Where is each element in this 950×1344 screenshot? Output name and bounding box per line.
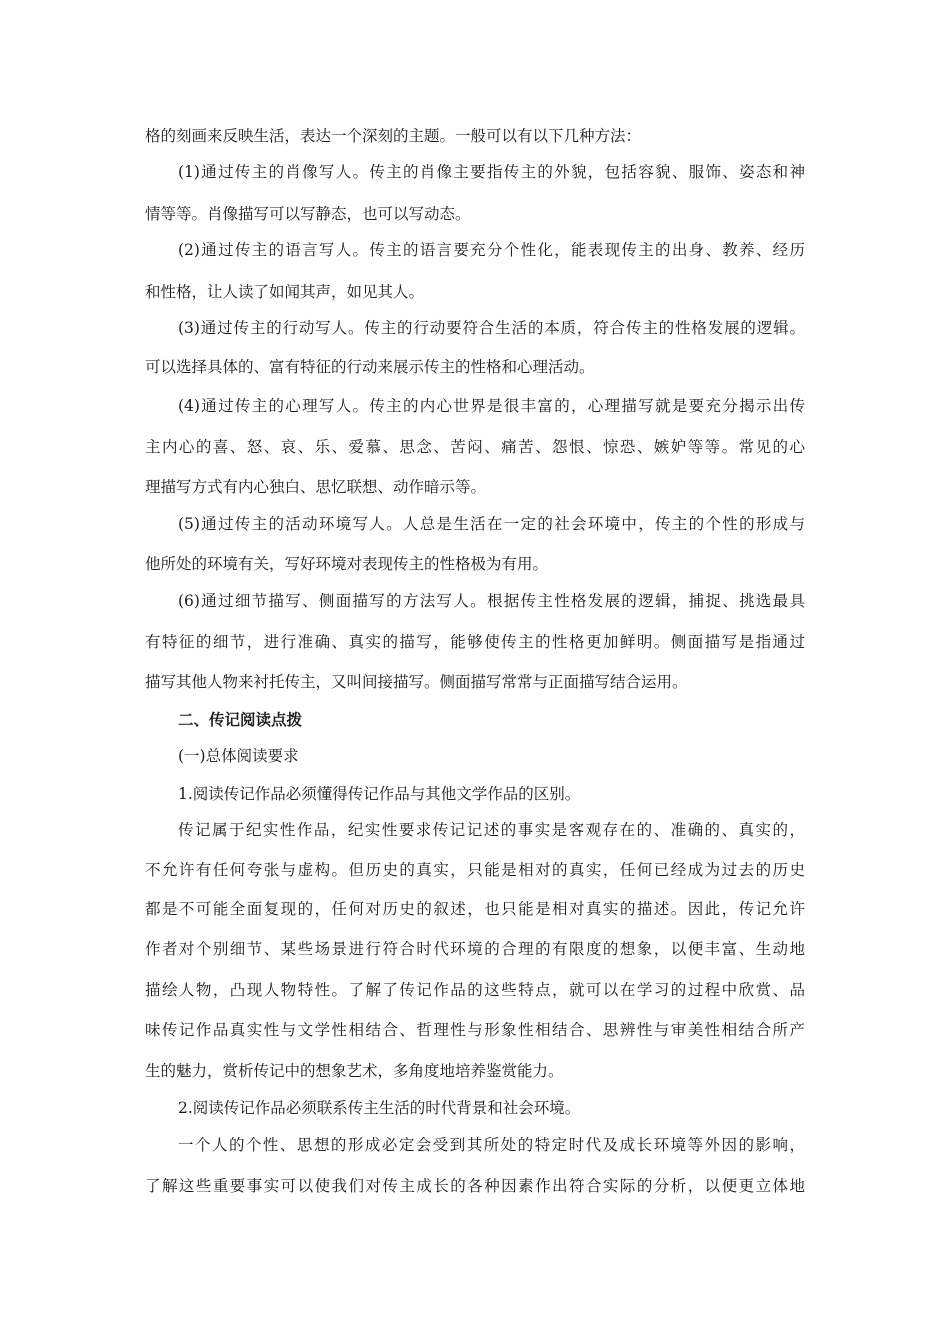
text-line: 描写其他人物来衬托传主，又叫间接描写。侧面描写常常与正面描写结合运用。 [145,673,688,691]
text-line: 他所处的环境有关，写好环境对表现传主的性格极为有用。 [145,555,549,573]
text-line: 1.阅读传记作品必须懂得传记作品与其他文学作品的区别。 [178,785,581,803]
text-line: (5)通过传主的活动环境写人。人总是生活在一定的社会环境中，传主的个性的形成与 [178,515,805,533]
text-line: 和性格，让人读了如闻其声，如见其人。 [145,283,425,301]
text-line: 理描写方式有内心独白、思忆联想、动作暗示等。 [145,478,487,496]
text-line: (2)通过传主的语言写人。传主的语言要充分个性化，能表现传主的出身、教养、经历 [178,241,805,259]
section-heading: 二、传记阅读点拨 [178,710,303,729]
text-line: 2.阅读传记作品必须联系传主生活的时代背景和社会环境。 [178,1099,581,1117]
subsection-heading: (一)总体阅读要求 [178,747,299,765]
text-line: 一个人的个性、思想的形成必定会受到其所处的特定时代及成长环境等外因的影响， [178,1136,805,1154]
text-line: 可以选择具体的、富有特征的行动来展示传主的性格和心理活动。 [145,358,595,376]
text-line: (4)通过传主的心理写人。传主的内心世界是很丰富的，心理描写就是要充分揭示出传 [178,397,805,415]
text-line: 作者对个别细节、某些场景进行符合时代环境的合理的有限度的想象，以便丰富、生动地 [145,940,805,958]
text-line: 都是不可能全面复现的，任何对历史的叙述，也只能是相对真实的描述。因此，传记允许 [145,900,805,918]
text-line: 主内心的喜、怒、哀、乐、爱慕、思念、苦闷、痛苦、怨恨、惊恐、嫉妒等等。常见的心 [145,438,805,456]
text-line: 味传记作品真实性与文学性相结合、哲理性与形象性相结合、思辨性与审美性相结合所产 [145,1021,805,1039]
text-line: (3)通过传主的行动写人。传主的行动要符合生活的本质，符合传主的性格发展的逻辑。 [178,319,805,337]
text-line: 有特征的细节，进行准确、真实的描写，能够使传主的性格更加鲜明。侧面描写是指通过 [145,633,805,651]
text-line: 生的魅力，赏析传记中的想象艺术，多角度地培养鉴赏能力。 [145,1062,564,1080]
text-line: (1)通过传主的肖像写人。传主的肖像主要指传主的外貌，包括容貌、服饰、姿态和神 [178,163,805,181]
text-line: (6)通过细节描写、侧面描写的方法写人。根据传主性格发展的逻辑，捕捉、挑选最具 [178,592,805,610]
text-line: 情等等。肖像描写可以写静态，也可以写动态。 [145,205,471,223]
text-line: 格的刻画来反映生活，表达一个深刻的主题。一般可以有以下几种方法： [145,127,642,145]
text-line: 传记属于纪实性作品，纪实性要求传记记述的事实是客观存在的、准确的、真实的， [178,821,805,839]
text-line: 不允许有任何夸张与虚构。但历史的真实，只能是相对的真实，任何已经成为过去的历史 [145,861,805,879]
text-line: 了解这些重要事实可以使我们对传主成长的各种因素作出符合实际的分析，以便更立体地 [145,1177,805,1195]
text-line: 描绘人物，凸现人物特性。了解了传记作品的这些特点，就可以在学习的过程中欣赏、品 [145,981,805,999]
